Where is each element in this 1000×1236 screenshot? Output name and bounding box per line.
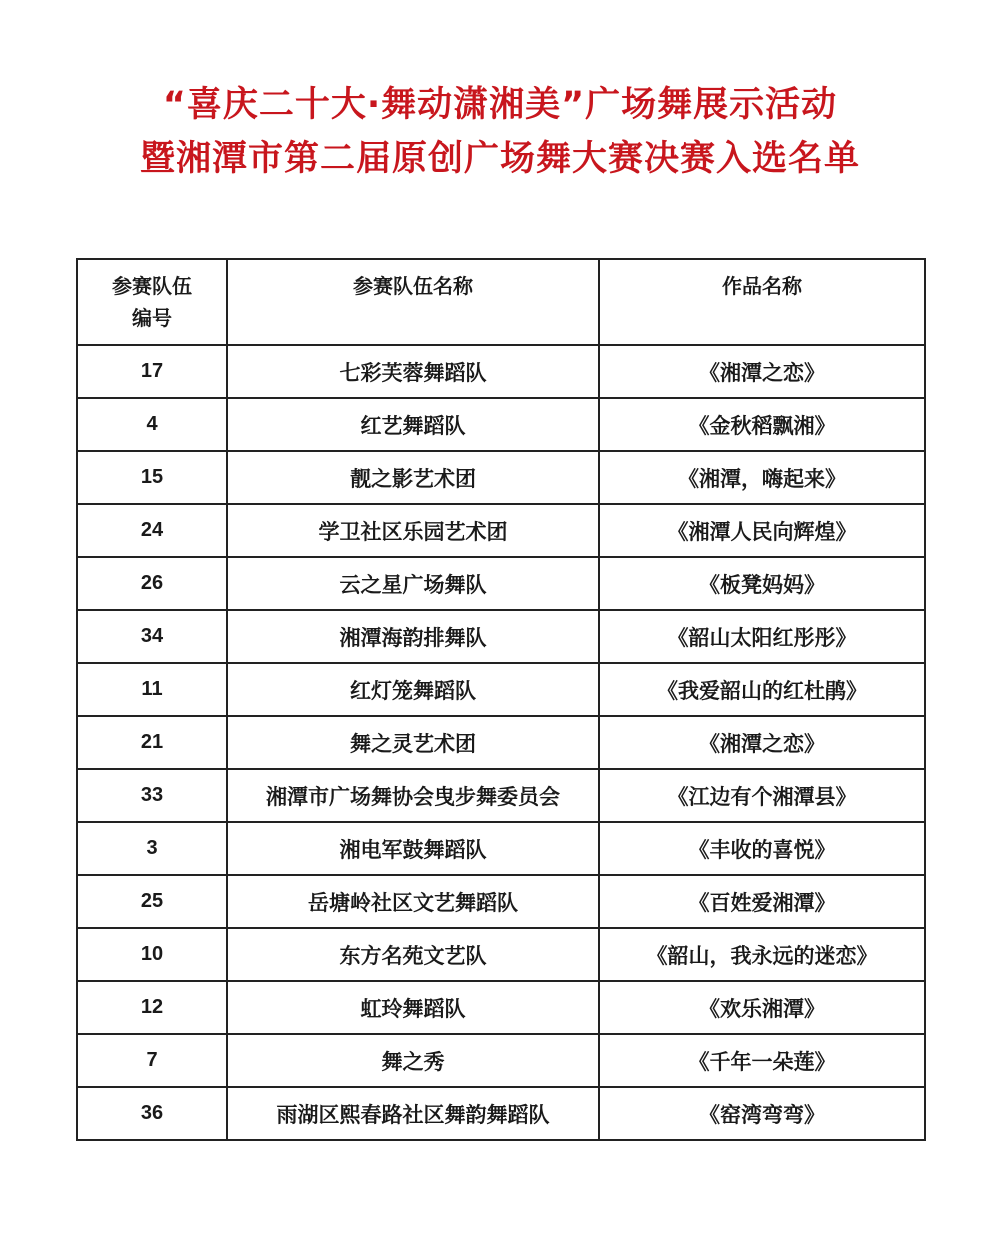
team-number-cell: 36: [77, 1087, 227, 1140]
table-row: [77, 1087, 925, 1140]
team-name-cell: 岳塘岭社区文艺舞蹈队: [227, 875, 599, 928]
work-title-cell: 《丰收的喜悦》: [599, 822, 925, 875]
table-row: [77, 716, 925, 769]
team-number-cell: 21: [77, 716, 227, 769]
team-name-cell: 湘潭市广场舞协会曳步舞委员会: [227, 769, 599, 822]
team-number-cell: 26: [77, 557, 227, 610]
team-number-cell: 15: [77, 451, 227, 504]
work-title-cell: 《江边有个湘潭县》: [599, 769, 925, 822]
title-line-2: 暨湘潭市第二届原创广场舞大赛决赛入选名单: [139, 139, 860, 179]
work-title-cell: 《湘潭之恋》: [599, 345, 925, 398]
team-number-cell: 10: [77, 928, 227, 981]
team-number-cell: 17: [77, 345, 227, 398]
page-title: [0, 78, 1000, 186]
team-name-cell: 舞之灵艺术团: [227, 716, 599, 769]
work-title-cell: 《千年一朵莲》: [599, 1034, 925, 1087]
table-row: [77, 398, 925, 451]
team-number-cell: 24: [77, 504, 227, 557]
work-title-cell: 《湘潭之恋》: [599, 716, 925, 769]
team-number-cell: 3: [77, 822, 227, 875]
table-row: [77, 981, 925, 1034]
work-title-cell: 《金秋稻飘湘》: [599, 398, 925, 451]
header-team-name: 参赛队伍名称: [227, 259, 599, 345]
team-number-cell: 7: [77, 1034, 227, 1087]
team-name-cell: 湘潭海韵排舞队: [227, 610, 599, 663]
team-number-cell: 4: [77, 398, 227, 451]
team-name-cell: 舞之秀: [227, 1034, 599, 1087]
team-name-cell: 七彩芙蓉舞蹈队: [227, 345, 599, 398]
title-line-1: “喜庆二十大·舞动潇湘美”广场舞展示活动: [162, 85, 838, 125]
team-number-cell: 25: [77, 875, 227, 928]
work-title-cell: 《欢乐湘潭》: [599, 981, 925, 1034]
header-team-number-line1: 参赛队伍: [112, 274, 192, 298]
table-row: [77, 451, 925, 504]
table-row: [77, 928, 925, 981]
work-title-cell: 《百姓爱湘潭》: [599, 875, 925, 928]
table-row: [77, 663, 925, 716]
team-name-cell: 红灯笼舞蹈队: [227, 663, 599, 716]
finalist-table: [76, 258, 926, 1141]
table-row: [77, 822, 925, 875]
team-number-cell: 33: [77, 769, 227, 822]
table-row: [77, 769, 925, 822]
table-row: [77, 1034, 925, 1087]
table-row: [77, 557, 925, 610]
work-title-cell: 《韶山，我永远的迷恋》: [599, 928, 925, 981]
table-row: [77, 504, 925, 557]
team-number-cell: 34: [77, 610, 227, 663]
table-row: [77, 875, 925, 928]
team-name-cell: 东方名苑文艺队: [227, 928, 599, 981]
team-name-cell: 湘电军鼓舞蹈队: [227, 822, 599, 875]
header-team-number: [77, 259, 227, 345]
team-name-cell: 红艺舞蹈队: [227, 398, 599, 451]
team-name-cell: 学卫社区乐园艺术团: [227, 504, 599, 557]
team-name-cell: 靓之影艺术团: [227, 451, 599, 504]
work-title-cell: 《我爱韶山的红杜鹃》: [599, 663, 925, 716]
work-title-cell: 《韶山太阳红彤彤》: [599, 610, 925, 663]
header-team-number-line2: 编号: [132, 306, 172, 330]
team-name-cell: 虹玲舞蹈队: [227, 981, 599, 1034]
header-work-title: 作品名称: [599, 259, 925, 345]
team-number-cell: 11: [77, 663, 227, 716]
table-row: [77, 345, 925, 398]
team-number-cell: 12: [77, 981, 227, 1034]
work-title-cell: 《湘潭，嗨起来》: [599, 451, 925, 504]
work-title-cell: 《窑湾弯弯》: [599, 1087, 925, 1140]
work-title-cell: 《板凳妈妈》: [599, 557, 925, 610]
team-name-cell: 雨湖区熙春路社区舞韵舞蹈队: [227, 1087, 599, 1140]
team-name-cell: 云之星广场舞队: [227, 557, 599, 610]
table-header-row: [77, 259, 925, 345]
work-title-cell: 《湘潭人民向辉煌》: [599, 504, 925, 557]
table-row: [77, 610, 925, 663]
